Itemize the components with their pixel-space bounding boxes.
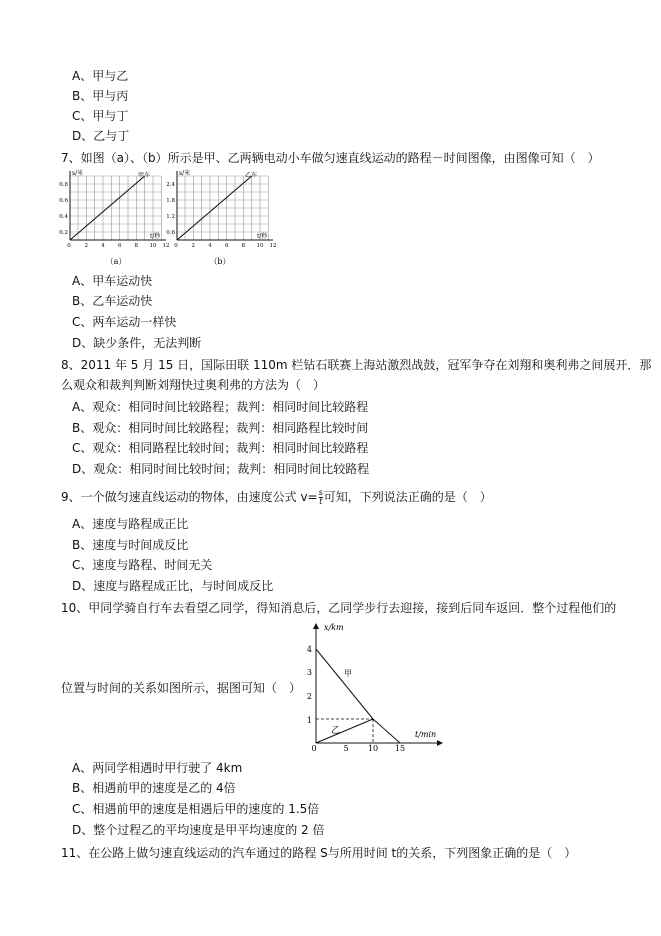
y-axis-label: s/米 xyxy=(179,170,191,177)
label-yi: 乙 xyxy=(331,726,341,736)
q10-stem-line1: 10、甲同学骑自行车去看望乙同学，得知消息后，乙同学步行去迎接，接到后同车返回．整个过程他们的 xyxy=(61,601,617,615)
line-after-meeting xyxy=(373,719,400,743)
q8-option-a: A、观众：相同时间比较路程；裁判：相同时间比较路程 xyxy=(72,400,369,414)
x-tick: 6 xyxy=(117,243,122,249)
y-tick: 1 xyxy=(306,716,312,725)
x-tick: 4 xyxy=(208,243,212,249)
y-tick: 2.4 xyxy=(166,182,175,188)
q9-stem xyxy=(61,489,492,506)
x-tick: 2 xyxy=(191,243,196,249)
x-axis-label: t/min xyxy=(415,730,437,739)
velocity-fraction xyxy=(319,489,323,506)
q6-option-b: B、甲与丙 xyxy=(72,89,129,103)
q11-stem: 11、在公路上做匀速直线运动的汽车通过的路程 S与所用时间 t的关系，下列图象正确的是（ ） xyxy=(61,846,577,860)
q10-option-c: C、相遇前甲的速度是相遇后甲的速度的 1.5倍 xyxy=(72,802,320,816)
q8-option-d: D、观众：相同时间比较时间；裁判：相同时间比较路程 xyxy=(72,462,370,476)
y-tick: 2 xyxy=(306,692,312,701)
q7-option-b: B、乙车运动快 xyxy=(72,294,153,308)
q9-stem-after: 可知，下列说法正确的是（ ） xyxy=(323,490,492,504)
q9-option-b: B、速度与时间成反比 xyxy=(72,538,189,552)
q6-option-c: C、甲与丁 xyxy=(72,109,129,123)
line-jia-before-meeting xyxy=(316,649,373,719)
q10-option-a: A、两同学相遇时甲行驶了 4km xyxy=(72,761,243,775)
y-axis-label: s/米 xyxy=(72,170,84,177)
y-tick: 0.4 xyxy=(59,214,68,220)
x-tick: 5 xyxy=(343,744,349,753)
y-tick: 4 xyxy=(306,645,312,654)
y-tick: 1.8 xyxy=(166,198,175,204)
x-axis-label: t/秒 xyxy=(257,233,268,240)
x-tick: 0 xyxy=(311,744,317,753)
y-tick: 0.6 xyxy=(166,230,175,236)
line-label-jia: 甲车 xyxy=(138,172,151,179)
q8-stem-line1: 8、2011 年 5 月 15 日，国际田联 110m 栏钻石联赛上海站激烈战鼓，冠军争夺在刘翔和奥利弗之间展开．那 xyxy=(61,358,652,372)
y-tick: 3 xyxy=(306,668,312,677)
q7-graph-b xyxy=(162,168,280,270)
x-tick: 12 xyxy=(162,243,170,249)
q8-option-b: B、观众：相同时间比较路程；裁判：相同路程比较时间 xyxy=(72,421,369,435)
q7-graph-a xyxy=(58,168,173,270)
x-tick: 10 xyxy=(149,243,157,249)
q9-stem-before: 9、一个做匀速直线运动的物体，由速度公式 v= xyxy=(61,490,318,504)
line-yi xyxy=(316,719,373,743)
q10-stem-line2: 位置与时间的关系如图所示，据图可知（ ） xyxy=(61,681,302,695)
fraction-denominator: t xyxy=(319,497,323,506)
y-tick: 0.8 xyxy=(59,182,68,188)
x-tick: 8 xyxy=(134,243,139,249)
x-tick: 0 xyxy=(174,243,178,249)
q7-stem: 7、如图（a）、（b）所示是甲、乙两辆电动小车做匀速直线运动的路程－时间图像，由图像可知（ ） xyxy=(61,151,600,165)
x-tick: 0 xyxy=(67,243,71,249)
q7-option-d: D、缺少条件，无法判断 xyxy=(72,336,202,350)
x-tick: 2 xyxy=(84,243,89,249)
x-tick: 10 xyxy=(367,744,379,753)
q10-option-d: D、整个过程乙的平均速度是甲平均速度的 2 倍 xyxy=(72,823,325,837)
q7-option-a: A、甲车运动快 xyxy=(72,274,153,288)
x-tick: 10 xyxy=(256,243,264,249)
x-axis-label: t/秒 xyxy=(150,233,161,240)
y-axis-label: x/km xyxy=(324,623,344,632)
y-tick: 1.2 xyxy=(166,214,175,220)
label-jia: 甲 xyxy=(344,669,352,678)
q6-option-d: D、乙与丁 xyxy=(72,129,130,143)
q9-option-c: C、速度与路程、时间无关 xyxy=(72,558,213,572)
q6-option-a: A、甲与乙 xyxy=(72,69,129,83)
q7-option-c: C、两车运动一样快 xyxy=(72,315,177,329)
x-tick: 12 xyxy=(269,243,277,249)
caption-a: （a） xyxy=(105,257,127,266)
x-tick: 4 xyxy=(101,243,105,249)
y-tick: 0.6 xyxy=(59,198,68,204)
x-tick: 8 xyxy=(241,243,246,249)
q10-graph xyxy=(302,620,450,755)
q10-option-b: B、相遇前甲的速度是乙的 4倍 xyxy=(72,781,236,795)
q9-option-a: A、速度与路程成正比 xyxy=(72,517,189,531)
q9-option-d: D、速度与路程成正比，与时间成反比 xyxy=(72,579,274,593)
x-tick: 6 xyxy=(224,243,229,249)
q8-stem-line2: 么观众和裁判判断刘翔快过奥利弗的方法为（ ） xyxy=(61,378,326,392)
y-tick: 0.2 xyxy=(59,230,68,236)
q8-option-c: C、观众：相同路程比较时间；裁判：相同时间比较路程 xyxy=(72,441,369,455)
caption-b: （b） xyxy=(209,257,231,266)
x-tick: 15 xyxy=(394,744,406,753)
fraction-numerator: s xyxy=(318,488,323,497)
line-label-yi: 乙车 xyxy=(245,172,258,179)
